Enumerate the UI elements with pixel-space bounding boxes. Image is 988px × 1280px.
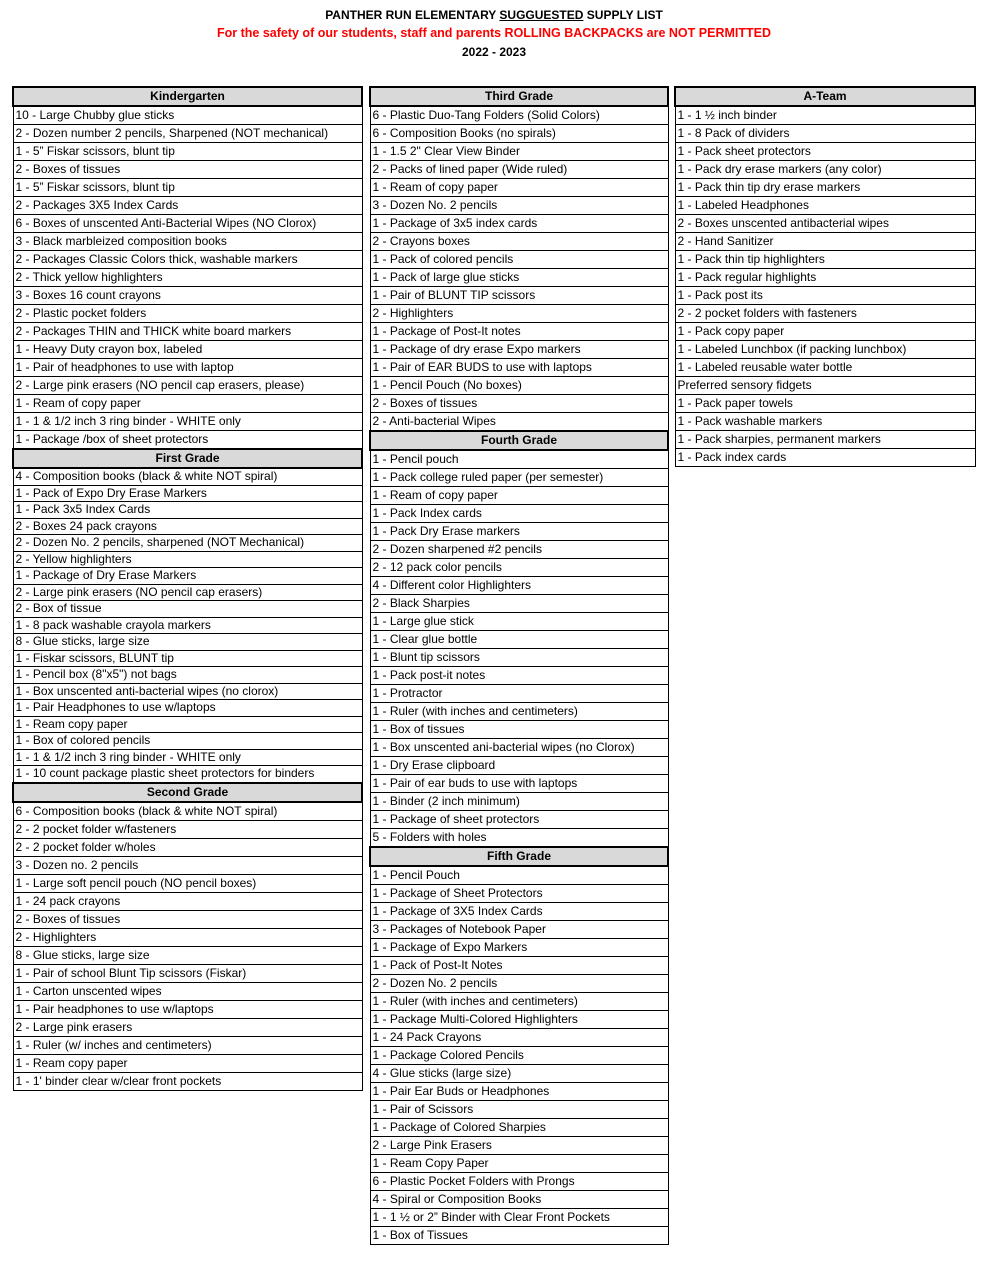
supply-row <box>13 1018 362 1036</box>
supply-item: 1 - Labeled Headphones <box>675 197 975 215</box>
supply-item: 1 - Protractor <box>370 685 668 703</box>
supply-item: 1 - Large soft pencil pouch (NO pencil boxes) <box>13 874 362 892</box>
supply-row <box>13 749 362 766</box>
supply-item: 1 - Pack Index cards <box>370 505 668 523</box>
supply-row <box>13 946 362 964</box>
supply-item: 1 - 8 pack washable crayola markers <box>13 617 362 634</box>
supply-row <box>370 541 668 559</box>
supply-item: 1 - 1 & 1/2 inch 3 ring binder - WHITE only <box>13 749 362 766</box>
supply-item: 2 - 2 pocket folder w/holes <box>13 838 362 856</box>
supply-item: 1 - Heavy Duty crayon box, labeled <box>13 341 362 359</box>
supply-item: 8 - Glue sticks, large size <box>13 946 362 964</box>
supply-row <box>13 395 362 413</box>
supply-row <box>13 197 362 215</box>
supply-row <box>13 287 362 305</box>
supply-row <box>370 161 668 179</box>
grade-header-row <box>13 783 362 802</box>
grade-header-fifth-grade: Fifth Grade <box>370 847 668 866</box>
supply-item: 2 - Boxes unscented antibacterial wipes <box>675 215 975 233</box>
supply-item: 1 - Pack thin tip dry erase markers <box>675 179 975 197</box>
supply-row <box>13 377 362 395</box>
supply-item: 1 - Dry Erase clipboard <box>370 757 668 775</box>
supply-item: 2 - Dozen No. 2 pencils, sharpened (NOT Mechanical) <box>13 535 362 552</box>
supply-row <box>13 802 362 821</box>
supply-item: 1 - Pencil pouch <box>370 450 668 469</box>
supply-item: 1 - Pack post its <box>675 287 975 305</box>
supply-row <box>675 305 975 323</box>
supply-row <box>13 874 362 892</box>
supply-row <box>370 957 668 975</box>
supply-row <box>13 551 362 568</box>
supply-item: 1 - 5” Fiskar scissors, blunt tip <box>13 143 362 161</box>
supply-item: 2 - Large pink erasers <box>13 1018 362 1036</box>
supply-item: 3 - Boxes 16 count crayons <box>13 287 362 305</box>
supply-row <box>370 413 668 432</box>
supply-row <box>370 866 668 885</box>
supply-row <box>13 601 362 618</box>
supply-item: 1 - Pair of BLUNT TIP scissors <box>370 287 668 305</box>
supply-item: 6 - Plastic Duo-Tang Folders (Solid Colors) <box>370 106 668 125</box>
supply-item: 2 - Black Sharpies <box>370 595 668 613</box>
supply-row <box>370 377 668 395</box>
supply-row <box>370 341 668 359</box>
supply-row <box>370 1227 668 1245</box>
grade-header-first-grade: First Grade <box>13 449 362 468</box>
supply-item: 1 - Pair Ear Buds or Headphones <box>370 1083 668 1101</box>
supply-item: 3 - Dozen no. 2 pencils <box>13 856 362 874</box>
supply-row <box>370 703 668 721</box>
supply-item: 1 - Blunt tip scissors <box>370 649 668 667</box>
supply-item: 2 - Large Pink Erasers <box>370 1137 668 1155</box>
supply-table <box>12 86 363 1091</box>
supply-row <box>370 757 668 775</box>
grade-header-a-team: A-Team <box>675 87 975 106</box>
supply-item: 2 - Packages Classic Colors thick, washable markers <box>13 251 362 269</box>
supply-row <box>675 251 975 269</box>
title-suffix: SUPPLY LIST <box>583 8 663 22</box>
supply-item: 1 - Package Colored Pencils <box>370 1047 668 1065</box>
supply-item: 3 - Black marbleized composition books <box>13 233 362 251</box>
supply-item: 1 - Package of 3x5 index cards <box>370 215 668 233</box>
column-left <box>12 86 363 1091</box>
supply-item: 1 - Pack 3x5 Index Cards <box>13 502 362 519</box>
supply-item: 2 - Crayons boxes <box>370 233 668 251</box>
supply-row <box>370 269 668 287</box>
supply-item: 1 - Package of Dry Erase Markers <box>13 568 362 585</box>
supply-row <box>675 395 975 413</box>
supply-row <box>370 793 668 811</box>
supply-item: 3 - Packages of Notebook Paper <box>370 921 668 939</box>
supply-item: 1 - Pack paper towels <box>675 395 975 413</box>
supply-item: 1 - Labeled Lunchbox (if packing lunchbox) <box>675 341 975 359</box>
supply-row <box>13 700 362 717</box>
supply-row <box>370 1047 668 1065</box>
supply-item: 1 - Pair of headphones to use with laptop <box>13 359 362 377</box>
supply-row <box>370 685 668 703</box>
supply-item: 5 - Folders with holes <box>370 829 668 848</box>
supply-item: 1 - Large glue stick <box>370 613 668 631</box>
supply-item: 2 - Anti-bacterial Wipes <box>370 413 668 432</box>
supply-row <box>13 323 362 341</box>
supply-item: 2 - Boxes of tissues <box>370 395 668 413</box>
grade-header-row <box>13 449 362 468</box>
supply-row <box>370 975 668 993</box>
supply-row <box>370 251 668 269</box>
supply-row <box>370 523 668 541</box>
supply-item: 1 - Package of Colored Sharpies <box>370 1119 668 1137</box>
supply-item: 2 - Boxes of tissues <box>13 910 362 928</box>
supply-item: 1 - Ream copy paper <box>13 1054 362 1072</box>
supply-row <box>13 431 362 450</box>
supply-item: 1 - Ruler (with inches and centimeters) <box>370 993 668 1011</box>
supply-item: 8 - Glue sticks, large size <box>13 634 362 651</box>
supply-item: 1 - 24 Pack Crayons <box>370 1029 668 1047</box>
supply-item: 2 - Dozen No. 2 pencils <box>370 975 668 993</box>
supply-row <box>13 1072 362 1090</box>
supply-row <box>370 125 668 143</box>
supply-row <box>13 161 362 179</box>
supply-item: 6 - Plastic Pocket Folders with Prongs <box>370 1173 668 1191</box>
supply-item: 1 - Ruler (w/ inches and centimeters) <box>13 1036 362 1054</box>
supply-item: 3 - Dozen No. 2 pencils <box>370 197 668 215</box>
supply-item: 4 - Spiral or Composition Books <box>370 1191 668 1209</box>
supply-row <box>370 1209 668 1227</box>
supply-item: 1 - Binder (2 inch minimum) <box>370 793 668 811</box>
supply-item: 1 - Pack of colored pencils <box>370 251 668 269</box>
supply-row <box>370 233 668 251</box>
supply-item: 1 - 1 & 1/2 inch 3 ring binder - WHITE only <box>13 413 362 431</box>
supply-row <box>13 856 362 874</box>
supply-row <box>370 1065 668 1083</box>
supply-row <box>370 106 668 125</box>
supply-item: 1 - Pair Headphones to use w/laptops <box>13 700 362 717</box>
supply-item: 1 - Pack copy paper <box>675 323 975 341</box>
supply-row <box>13 215 362 233</box>
supply-row <box>13 716 362 733</box>
column-right <box>674 86 976 467</box>
supply-item: 4 - Different color Highlighters <box>370 577 668 595</box>
supply-row <box>13 838 362 856</box>
supply-item: 1 - Pair of school Blunt Tip scissors (Fiskar) <box>13 964 362 982</box>
supply-item: 1 - 5” Fiskar scissors, blunt tip <box>13 179 362 197</box>
supply-row <box>370 1101 668 1119</box>
supply-row <box>13 413 362 431</box>
supply-item: 2 - 12 pack color pencils <box>370 559 668 577</box>
grade-header-second-grade: Second Grade <box>13 783 362 802</box>
supply-row <box>370 359 668 377</box>
supply-item: 1 - 24 pack crayons <box>13 892 362 910</box>
supply-item: 1 - Box of tissues <box>370 721 668 739</box>
supply-row <box>13 143 362 161</box>
supply-row <box>13 341 362 359</box>
supply-row <box>370 1029 668 1047</box>
supply-row <box>370 469 668 487</box>
supply-row <box>370 775 668 793</box>
supply-row <box>370 143 668 161</box>
supply-item: 1 - Package of Expo Markers <box>370 939 668 957</box>
supply-row <box>675 215 975 233</box>
supply-row <box>370 215 668 233</box>
supply-row <box>370 1191 668 1209</box>
supply-row <box>675 377 975 395</box>
supply-row <box>13 667 362 684</box>
supply-row <box>13 820 362 838</box>
supply-row <box>370 739 668 757</box>
supply-item: 1 - 1 ½ inch binder <box>675 106 975 125</box>
supply-item: 4 - Glue sticks (large size) <box>370 1065 668 1083</box>
supply-item: 1 - 10 count package plastic sheet protectors for binders <box>13 766 362 783</box>
school-year: 2022 - 2023 <box>461 45 527 59</box>
supply-row <box>13 733 362 750</box>
supply-item: 6 - Boxes of unscented Anti-Bacterial Wipes (NO Clorox) <box>13 215 362 233</box>
supply-item: 1 - Package of 3X5 Index Cards <box>370 903 668 921</box>
supply-item: 2 - Dozen number 2 pencils, Sharpened (NOT mechanical) <box>13 125 362 143</box>
supply-item: 1 - Box of Tissues <box>370 1227 668 1245</box>
supply-row <box>13 584 362 601</box>
supply-item: 1 - Pack Dry Erase markers <box>370 523 668 541</box>
supply-row <box>370 1173 668 1191</box>
title-underlined-word: SUGGUESTED <box>499 8 584 22</box>
supply-row <box>370 613 668 631</box>
supply-row <box>675 449 975 467</box>
supply-item: 1 - Ream of copy paper <box>13 395 362 413</box>
supply-item: 2 - Plastic pocket folders <box>13 305 362 323</box>
supply-item: 2 - 2 pocket folder w/fasteners <box>13 820 362 838</box>
supply-row <box>13 518 362 535</box>
supply-row <box>13 634 362 651</box>
supply-row <box>13 617 362 634</box>
supply-row <box>13 359 362 377</box>
supply-row <box>13 650 362 667</box>
supply-row <box>675 143 975 161</box>
supply-item: 2 - Highlighters <box>13 928 362 946</box>
grade-header-row <box>370 87 668 106</box>
supply-item: 1 - Pack college ruled paper (per semester) <box>370 469 668 487</box>
backpack-warning: For the safety of our students, staff and parents ROLLING BACKPACKS are NOT PERMITTED <box>217 26 771 40</box>
supply-row <box>370 395 668 413</box>
supply-item: 1 - Fiskar scissors, BLUNT tip <box>13 650 362 667</box>
supply-row <box>370 179 668 197</box>
supply-row <box>13 305 362 323</box>
supply-row <box>370 595 668 613</box>
supply-item: 10 - Large Chubby glue sticks <box>13 106 362 125</box>
supply-row <box>675 413 975 431</box>
supply-row <box>370 1083 668 1101</box>
supply-item: 1 - 8 Pack of dividers <box>675 125 975 143</box>
supply-row <box>675 431 975 449</box>
supply-item: 1 - Package /box of sheet protectors <box>13 431 362 450</box>
supply-row <box>675 233 975 251</box>
supply-row <box>370 667 668 685</box>
supply-item: 1 - Pair of EAR BUDS to use with laptops <box>370 359 668 377</box>
supply-item: 1 - Package of dry erase Expo markers <box>370 341 668 359</box>
supply-row <box>370 829 668 848</box>
supply-row <box>13 535 362 552</box>
supply-row <box>370 1137 668 1155</box>
supply-row <box>370 631 668 649</box>
supply-item: 1 - Clear glue bottle <box>370 631 668 649</box>
supply-item: 1 - Package of Post-It notes <box>370 323 668 341</box>
supply-row <box>675 359 975 377</box>
supply-row <box>675 197 975 215</box>
supply-row <box>13 233 362 251</box>
supply-item: 1 - Box of colored pencils <box>13 733 362 750</box>
supply-row <box>13 892 362 910</box>
supply-item: 2 - Packages 3X5 Index Cards <box>13 197 362 215</box>
title-prefix: PANTHER RUN ELEMENTARY <box>325 8 500 22</box>
supply-row <box>13 485 362 502</box>
grade-header-fourth-grade: Fourth Grade <box>370 431 668 450</box>
supply-row <box>370 939 668 957</box>
supply-item: 2 - Boxes 24 pack crayons <box>13 518 362 535</box>
supply-item: 6 - Composition Books (no spirals) <box>370 125 668 143</box>
supply-item: 1 - Package of sheet protectors <box>370 811 668 829</box>
supply-item: 1 - Pack thin tip highlighters <box>675 251 975 269</box>
page-title <box>0 8 988 22</box>
supply-item: 1 - Pack sharpies, permanent markers <box>675 431 975 449</box>
grade-header-third-grade: Third Grade <box>370 87 668 106</box>
supply-item: 1 - 1.5 2" Clear View Binder <box>370 143 668 161</box>
supply-item: 1 - Ream of copy paper <box>370 179 668 197</box>
supply-item: 2 - Highlighters <box>370 305 668 323</box>
supply-item: 2 - Packs of lined paper (Wide ruled) <box>370 161 668 179</box>
supply-row <box>13 1036 362 1054</box>
supply-item: 1 - Pair of Scissors <box>370 1101 668 1119</box>
supply-row <box>370 885 668 903</box>
supply-item: Preferred sensory fidgets <box>675 377 975 395</box>
supply-row <box>370 559 668 577</box>
supply-item: 6 - Composition books (black & white NOT spiral) <box>13 802 362 821</box>
supply-item: 2 - Hand Sanitizer <box>675 233 975 251</box>
supply-row <box>13 766 362 783</box>
supply-item: 2 - Boxes of tissues <box>13 161 362 179</box>
supply-row <box>675 287 975 305</box>
grade-header-row <box>370 847 668 866</box>
supply-item: 2 - Large pink erasers (NO pencil cap erasers, please) <box>13 377 362 395</box>
supply-item: 1 - Pencil Pouch <box>370 866 668 885</box>
supply-item: 1 - Ruler (with inches and centimeters) <box>370 703 668 721</box>
supply-row <box>370 197 668 215</box>
supply-item: 1 - Pencil Pouch (No boxes) <box>370 377 668 395</box>
column-middle <box>369 86 669 1245</box>
supply-item: 1 - Pack index cards <box>675 449 975 467</box>
supply-item: 1 - 1 ½ or 2” Binder with Clear Front Pockets <box>370 1209 668 1227</box>
supply-row <box>370 305 668 323</box>
supply-row <box>675 179 975 197</box>
supply-row <box>370 323 668 341</box>
supply-item: 1 - Ream of copy paper <box>370 487 668 505</box>
supply-row <box>13 251 362 269</box>
supply-row <box>675 323 975 341</box>
supply-item: 1 - Labeled reusable water bottle <box>675 359 975 377</box>
supply-item: 1 - Box unscented ani-bacterial wipes (no Clorox) <box>370 739 668 757</box>
supply-row <box>13 179 362 197</box>
supply-row <box>370 993 668 1011</box>
supply-row <box>675 125 975 143</box>
supply-row <box>675 341 975 359</box>
supply-item: 1 - Ream Copy Paper <box>370 1155 668 1173</box>
supply-row <box>675 106 975 125</box>
supply-item: 1 - 1' binder clear w/clear front pockets <box>13 1072 362 1090</box>
supply-item: 1 - Pack washable markers <box>675 413 975 431</box>
supply-item: 1 - Pack sheet protectors <box>675 143 975 161</box>
supply-item: 2 - Thick yellow highlighters <box>13 269 362 287</box>
supply-row <box>13 964 362 982</box>
supply-row <box>13 928 362 946</box>
supply-item: 1 - Pack of large glue sticks <box>370 269 668 287</box>
supply-row <box>370 811 668 829</box>
supply-item: 1 - Pack dry erase markers (any color) <box>675 161 975 179</box>
supply-row <box>675 269 975 287</box>
supply-item: 1 - Pencil box (8"x5") not bags <box>13 667 362 684</box>
supply-row <box>13 1000 362 1018</box>
supply-row <box>370 450 668 469</box>
supply-item: 1 - Pack of Expo Dry Erase Markers <box>13 485 362 502</box>
grade-header-row <box>13 87 362 106</box>
supply-row <box>13 683 362 700</box>
grade-header-kindergarten: Kindergarten <box>13 87 362 106</box>
supply-row <box>370 577 668 595</box>
supply-row <box>13 568 362 585</box>
supply-item: 2 - Large pink erasers (NO pencil cap erasers) <box>13 584 362 601</box>
grade-header-row <box>370 431 668 450</box>
supply-item: 1 - Pair of ear buds to use with laptops <box>370 775 668 793</box>
supply-item: 2 - Box of tissue <box>13 601 362 618</box>
supply-item: 1 - Ream copy paper <box>13 716 362 733</box>
supply-item: 1 - Box unscented anti-bacterial wipes (no clorox) <box>13 683 362 700</box>
supply-row <box>370 287 668 305</box>
supply-item: 1 - Pack of Post-It Notes <box>370 957 668 975</box>
supply-row <box>13 468 362 485</box>
supply-row <box>675 161 975 179</box>
supply-row <box>13 125 362 143</box>
grade-header-row <box>675 87 975 106</box>
supply-table <box>369 86 669 1245</box>
supply-row <box>370 721 668 739</box>
supply-row <box>13 106 362 125</box>
supply-item: 2 - Packages THIN and THICK white board markers <box>13 323 362 341</box>
supply-item: 1 - Pack regular highlights <box>675 269 975 287</box>
supply-item: 1 - Package Multi-Colored Highlighters <box>370 1011 668 1029</box>
supply-row <box>370 487 668 505</box>
supply-item: 2 - 2 pocket folders with fasteners <box>675 305 975 323</box>
supply-table <box>674 86 976 467</box>
supply-row <box>13 1054 362 1072</box>
supply-row <box>370 505 668 523</box>
supply-item: 2 - Dozen sharpened #2 pencils <box>370 541 668 559</box>
supply-row <box>370 649 668 667</box>
supply-row <box>13 910 362 928</box>
supply-item: 1 - Carton unscented wipes <box>13 982 362 1000</box>
supply-row <box>370 1011 668 1029</box>
supply-item: 2 - Yellow highlighters <box>13 551 362 568</box>
supply-row <box>370 903 668 921</box>
supply-item: 1 - Package of Sheet Protectors <box>370 885 668 903</box>
supply-row <box>13 269 362 287</box>
supply-item: 1 - Pair headphones to use w/laptops <box>13 1000 362 1018</box>
supply-row <box>13 502 362 519</box>
supply-row <box>370 921 668 939</box>
supply-item: 4 - Composition books (black & white NOT spiral) <box>13 468 362 485</box>
supply-row <box>13 982 362 1000</box>
supply-row <box>370 1119 668 1137</box>
supply-item: 1 - Pack post-it notes <box>370 667 668 685</box>
supply-row <box>370 1155 668 1173</box>
